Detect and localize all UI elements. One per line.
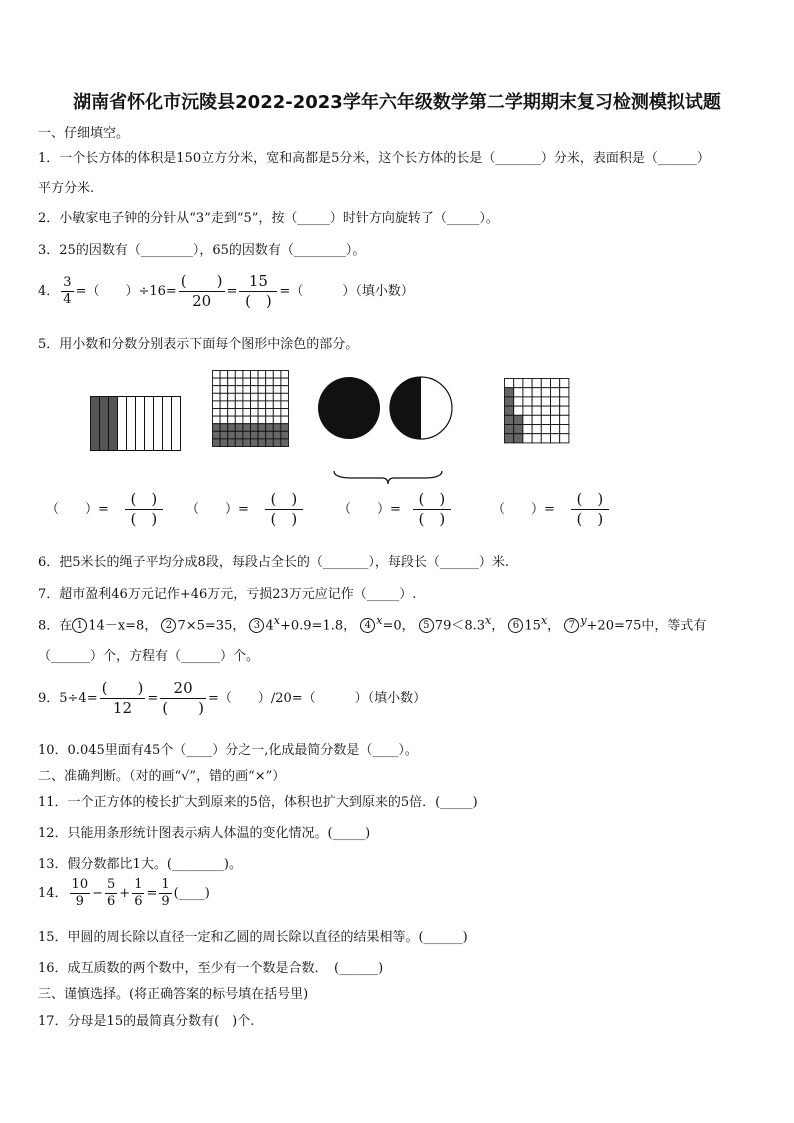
shaded-cell [213,431,221,439]
grid-cell [243,393,251,401]
shaded-cell [243,424,251,432]
grid-cell [220,401,228,409]
shaded-cell [251,439,259,447]
shaded-cell [266,424,274,432]
blank-equals: （ ）= [492,502,555,517]
grid-cell [258,416,266,424]
grid-cell [273,393,281,401]
numerator: ( ) [265,490,303,510]
grid-cell [505,379,514,388]
shaded-cell [213,439,221,447]
grid-cell [551,425,560,434]
grid-cell [228,393,236,401]
grid-cell [243,378,251,386]
fraction [105,877,117,910]
grid-cell [251,378,259,386]
shaded-cell [281,439,289,447]
grid-cell [213,409,221,417]
grid-cell [560,397,569,406]
denominator: 20 [192,292,212,310]
grid-cell [523,388,532,397]
fraction [132,877,144,910]
striped-rectangle-figure [90,396,182,452]
full-shaded-circle [318,377,380,439]
grid-cell [281,371,289,379]
grid-cell [228,401,236,409]
operator: = [146,886,158,901]
shaded-cell [266,431,274,439]
question-6: 6．把5米长的绳子平均分成8段，每段占全长的（_______），每段长（______）米. [38,555,509,570]
numerator: ( ) [101,679,144,697]
question-13: 13．假分数都比1大。(________)。 [38,857,242,872]
grid-cell [258,386,266,394]
question-1-line-2: 平方分米. [38,181,95,196]
text: 79＜8.3 [434,618,486,634]
grid-cell [258,393,266,401]
variable: x [540,614,548,627]
grid-cell [266,386,274,394]
grid-cell [235,416,243,424]
shaded-cell [228,424,236,432]
grid-cell [532,388,541,397]
circled-number: 1 [72,618,87,633]
grid-cell [251,416,259,424]
numerator: 15 [239,272,277,292]
grid-cell [281,416,289,424]
fraction [239,272,277,311]
stripe [172,397,181,451]
fraction-blank [265,490,303,529]
fraction-blank [125,490,163,529]
question-3: 3．25的因数有（________），65的因数有（________）。 [38,243,366,258]
section-2-heading: 二、准确判断。（对的画“√”，错的画“×”） [38,769,286,784]
variable: x [376,614,383,627]
shaded-cell [514,434,523,443]
answer-3 [338,490,453,529]
brace [332,470,444,486]
grid-cell [532,379,541,388]
grid-cell [560,406,569,415]
grid-cell [213,401,221,409]
operator: + [119,886,131,901]
question-2: 2．小敏家电子钟的分针从“3”走到“5”，按（_____）时针方向旋转了（_____）。 [38,211,499,226]
grid-cell [281,409,289,417]
circled-number: 5 [419,618,434,633]
question-15: 15．甲圆的周长除以直径一定和乙圆的周长除以直径的结果相等。(______) [38,930,468,945]
numerator: ( ) [571,490,609,510]
shaded-cell [514,415,523,424]
fraction [61,275,73,308]
grid-cell [560,434,569,443]
grid-cell [235,393,243,401]
question-16: 16．成互质数的两个数中，至少有一个数是合数． (______) [38,961,384,976]
grid-cell [523,406,532,415]
denominator: ( ) [162,699,204,717]
circled-number: 4 [360,618,375,633]
grid-cell [235,401,243,409]
grid-cell [243,401,251,409]
grid-cell [514,406,523,415]
grid-cell [213,393,221,401]
grid-cell [266,416,274,424]
fraction-blank [571,490,609,529]
grid-cell [220,378,228,386]
grid-cell [273,401,281,409]
grid-cell [560,415,569,424]
grid-cell [228,416,236,424]
grid-cell [541,434,550,443]
question-9 [38,679,426,718]
grid-cell [273,386,281,394]
grid-cell [235,378,243,386]
fraction [70,877,91,910]
page-title: 湖南省怀化市沅陵县2022-2023学年六年级数学第二学期期末复习检测模拟试题 [73,92,721,113]
grid-cell [220,416,228,424]
grid-cell [541,415,550,424]
variable: x [273,614,280,627]
grid-cell [523,379,532,388]
shaded-cell [235,431,243,439]
grid-cell [541,425,550,434]
grid-cell [251,401,259,409]
shaded-stripe [91,397,100,451]
shaded-cell [235,439,243,447]
question-17: 17．分母是15的最简真分数有( )个. [38,1014,255,1029]
question-4-number: 4． [38,284,60,299]
grid-cell [243,371,251,379]
grid-cell [235,409,243,417]
stripe [145,397,154,451]
shaded-cell [228,439,236,447]
fraction [159,877,171,910]
grid-cell [532,406,541,415]
grid-cell [560,425,569,434]
shaded-stripe [109,397,118,451]
grid-cell [213,416,221,424]
section-1-heading: 一、仔细填空。 [38,126,130,141]
grid-cell [258,409,266,417]
shaded-cell [505,434,514,443]
grid-cell [251,386,259,394]
circles-figure [316,376,458,442]
grid-cell [273,409,281,417]
blank-equals: （ ）= [46,502,109,517]
grid-cell [266,378,274,386]
shaded-cell [505,406,514,415]
grid-cell [213,378,221,386]
circled-number: 7 [564,618,579,633]
text: 14． [38,886,68,901]
grid-cell [258,371,266,379]
grid-cell [273,378,281,386]
denominator: 6 [107,894,116,909]
grid-cell [258,401,266,409]
grid-cell [541,388,550,397]
text: 8．在 [38,618,73,634]
grid-cell [243,409,251,417]
shaded-cell [273,424,281,432]
question-8-line-2: （______）个，方程有（______）个。 [38,649,260,664]
denominator: 12 [112,699,133,717]
grid-cell [532,434,541,443]
grid-cell [228,378,236,386]
shaded-cell [258,431,266,439]
variable: x [485,614,492,627]
section-3-heading: 三、谨慎选择。(将正确答案的标号填在括号里) [38,987,309,1002]
question-1-line-1: 1．一个长方体的体积是150立方分米，宽和高都是5分米，这个长方体的长是（_______）分米，表面积是（______） [38,151,710,166]
stripe [118,397,127,451]
grid-cell [541,397,550,406]
text: +0.9=1.8， [279,618,357,634]
grid-cell [266,401,274,409]
shaded-cell [243,439,251,447]
grid-cell [266,393,274,401]
question-12: 12．只能用条形统计图表示病人体温的变化情况。(_____) [38,826,371,841]
grid-cell [532,397,541,406]
stripe [163,397,172,451]
stripe [136,397,145,451]
grid-cell [532,425,541,434]
grid-cell [523,415,532,424]
question-4 [38,272,414,311]
grid-cell [541,379,550,388]
text: 4 [265,618,274,634]
text: 7×5=35， [177,618,246,634]
denominator: 9 [75,894,84,909]
denominator: 4 [63,292,72,307]
grid-cell [251,393,259,401]
blank-equals: （ ）= [338,502,401,517]
grid-cell [273,371,281,379]
grid-cell [266,409,274,417]
question-8-line-1 [38,614,706,633]
grid-cell [514,397,523,406]
grid-cell [532,415,541,424]
shaded-cell [258,439,266,447]
shaded-cell [281,424,289,432]
text: +20=75中，等式有 [586,618,707,634]
grid-cell [243,416,251,424]
grid-cell [251,409,259,417]
text: 9．5÷4= [38,691,98,706]
shaded-cell [514,425,523,434]
numerator: 1 [161,877,170,892]
grid-cell [213,371,221,379]
numerator: 1 [134,877,143,892]
question-7: 7．超市盈利46万元记作+46万元，亏损23万元应记作（_____）. [38,587,417,602]
grid-cell [220,409,228,417]
grid-cell [281,378,289,386]
grid-cell [281,386,289,394]
shaded-cell [281,431,289,439]
grid-cell [243,386,251,394]
numerator: 10 [71,877,89,892]
fraction [160,679,206,718]
denominator: ( ) [418,510,446,528]
shaded-cell [220,439,228,447]
variable: y [580,614,587,627]
denominator: ( ) [270,510,298,528]
question-10: 10．0.045里面有45个（____）分之一,化成最简分数是（____）。 [38,743,418,758]
grid-cell [551,379,560,388]
grid-cell [213,386,221,394]
shaded-cell [505,415,514,424]
equals-sign: = [147,691,159,706]
circled-number: 6 [508,618,523,633]
grid-cell [228,386,236,394]
shaded-stripe [100,397,109,451]
text: 14－x=8， [88,618,158,634]
grid-cell [514,388,523,397]
question-5: 5．用小数和分数分别表示下面每个图形中涂色的部分。 [38,337,359,352]
shaded-cell [266,439,274,447]
half-shaded-circle [390,377,421,439]
denominator: ( ) [245,292,272,310]
grid-cell [220,386,228,394]
grid-cell [258,378,266,386]
shaded-cell [243,431,251,439]
shaded-cell [505,425,514,434]
equals-sign: = [226,284,238,299]
grid-cell [235,386,243,394]
grid-cell [273,416,281,424]
shaded-cell [251,424,259,432]
shaded-cell [273,431,281,439]
numerator: 3 [63,275,72,290]
numerator: 20 [160,679,206,699]
denominator: ( ) [576,510,604,528]
grid-cell [551,388,560,397]
stripe [127,397,136,451]
grid-cell [523,425,532,434]
partial-grid-figure [504,378,570,448]
numerator: ( ) [413,490,451,510]
question-11: 11．一个正方体的棱长扩大到原来的5倍，体积也扩大到原来的5倍．(_____) [38,795,478,810]
answer-2 [186,490,305,529]
denominator: ( ) [130,510,158,528]
grid-cell [228,409,236,417]
circled-number: 3 [249,618,264,633]
grid-cell [523,397,532,406]
denominator: 6 [134,894,143,909]
fraction [179,272,225,311]
grid-cell [235,371,243,379]
shaded-cell [273,439,281,447]
shaded-cell [213,424,221,432]
shaded-cell [505,388,514,397]
grid-cell [551,434,560,443]
circled-number: 2 [161,618,176,633]
numerator: ( ) [125,490,163,510]
numerator: ( ) [180,272,223,290]
shaded-cell [228,431,236,439]
question-14 [38,877,210,910]
hundred-grid-figure [212,370,290,448]
shaded-cell [505,397,514,406]
answer-4 [492,490,611,529]
text: =（ ）/20=（ ）（填小数） [207,691,427,706]
grid-cell [560,388,569,397]
grid-cell [281,393,289,401]
grid-cell [560,379,569,388]
text: 15 [524,618,541,634]
operator: − [92,886,103,901]
numerator: 5 [107,877,116,892]
equation-text: =（ ）（填小数） [279,284,414,299]
grid-cell [281,401,289,409]
grid-cell [551,406,560,415]
stripe [154,397,163,451]
shaded-cell [258,424,266,432]
text: ， [491,618,505,634]
grid-cell [220,393,228,401]
shaded-cell [220,431,228,439]
grid-cell [551,397,560,406]
text: ， [547,618,561,634]
grid-cell [266,371,274,379]
grid-cell [523,434,532,443]
grid-cell [541,406,550,415]
shaded-cell [220,424,228,432]
blank-equals: （ ）= [186,502,249,517]
fraction-blank [413,490,451,529]
grid-cell [251,371,259,379]
denominator: 9 [161,894,170,909]
shaded-cell [235,424,243,432]
text: =0， [382,618,415,634]
equation-text: =（ ）÷16= [75,284,177,299]
shaded-cell [251,431,259,439]
grid-cell [551,415,560,424]
grid-cell [514,379,523,388]
text: (____) [173,886,210,901]
answer-1 [46,490,165,529]
grid-cell [220,371,228,379]
grid-cell [228,371,236,379]
fraction [100,679,146,718]
